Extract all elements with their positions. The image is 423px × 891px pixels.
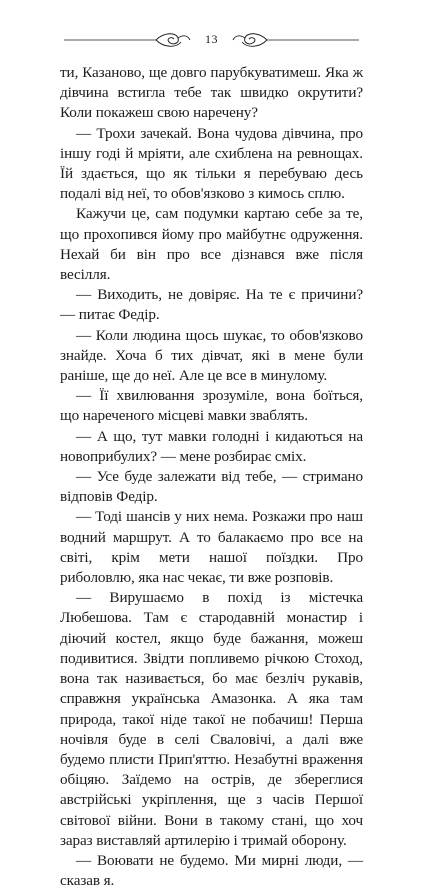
- page-number: 13: [205, 32, 218, 46]
- paragraph-10: — Вирушаємо в похід із містечка Любешова. Там є стародавній монастир і діючий костел, якщо буде бажання, можеш подивитися. Звідти попливемо річкою Стоход, вона так називається, бо має безліч рукавів, справжня українська Амазонка. А яка там природа, такої ніде такої не побачиш! Перша ночівля буде в селі Сваловічі, а далі вже будемо плисти Прип'яттю. Незабутні враження обіцяю. Заїдемо на острів, де збереглися австрійські укріплення, ще з часів Першої світової війни. Вони в такому стані, що хоч зараз виставляй артилерію і тримай оборону.: [60, 589, 363, 849]
- paragraph-9: — Тоді шансів у них нема. Розкажи про наш водний маршрут. А то балакаємо про все на світі, крім мети нашої поїздки. Про риболовлю, яка нас чекає, ти вже розповів.: [60, 508, 363, 587]
- paragraph-6: — Її хвилювання зрозуміле, вона боїться, що нареченого місцеві мавки зваблять.: [60, 387, 363, 425]
- paragraph-5: — Коли людина щось шукає, то обов'язково знайде. Хоча б тих дівчат, які в мене були раніше, ще до неї. Але це все в минулому.: [60, 326, 363, 385]
- paragraph-11: — Воювати не будемо. Ми мирні люди, — сказав я.: [60, 851, 363, 890]
- paragraph-4: — Виходить, не довіряє. На те є причини? — питає Федір.: [60, 286, 363, 324]
- page-header: [60, 28, 363, 52]
- paragraph-3: Кажучи це, сам подумки картаю себе за те, що прохопився йому про майбутнє одруження. Нехай би він про все дізнався вже після весілля.: [60, 205, 363, 284]
- paragraph-2: — Трохи зачекай. Вона чудова дівчина, про іншу годі й мріяти, але схиблена на ревнощах. Їй здається, що як тільки я перебуваю десь подалі від неї, то обов'язково з кимось сплю.: [60, 124, 363, 203]
- paragraph-7: — А що, тут мавки голодні і кидаються на новоприбулих? — мене розбирає сміх.: [60, 427, 363, 465]
- paragraph-1: ти, Казаново, ще довго парубкуватимеш. Яка ж дівчина встигла тебе так швидко окрутити? Коли покажеш свою нареченy?: [60, 64, 363, 122]
- body-text: [60, 63, 363, 891]
- paragraph-8: — Усе буде залежати від тебе, — стримано відповів Федір.: [60, 468, 363, 506]
